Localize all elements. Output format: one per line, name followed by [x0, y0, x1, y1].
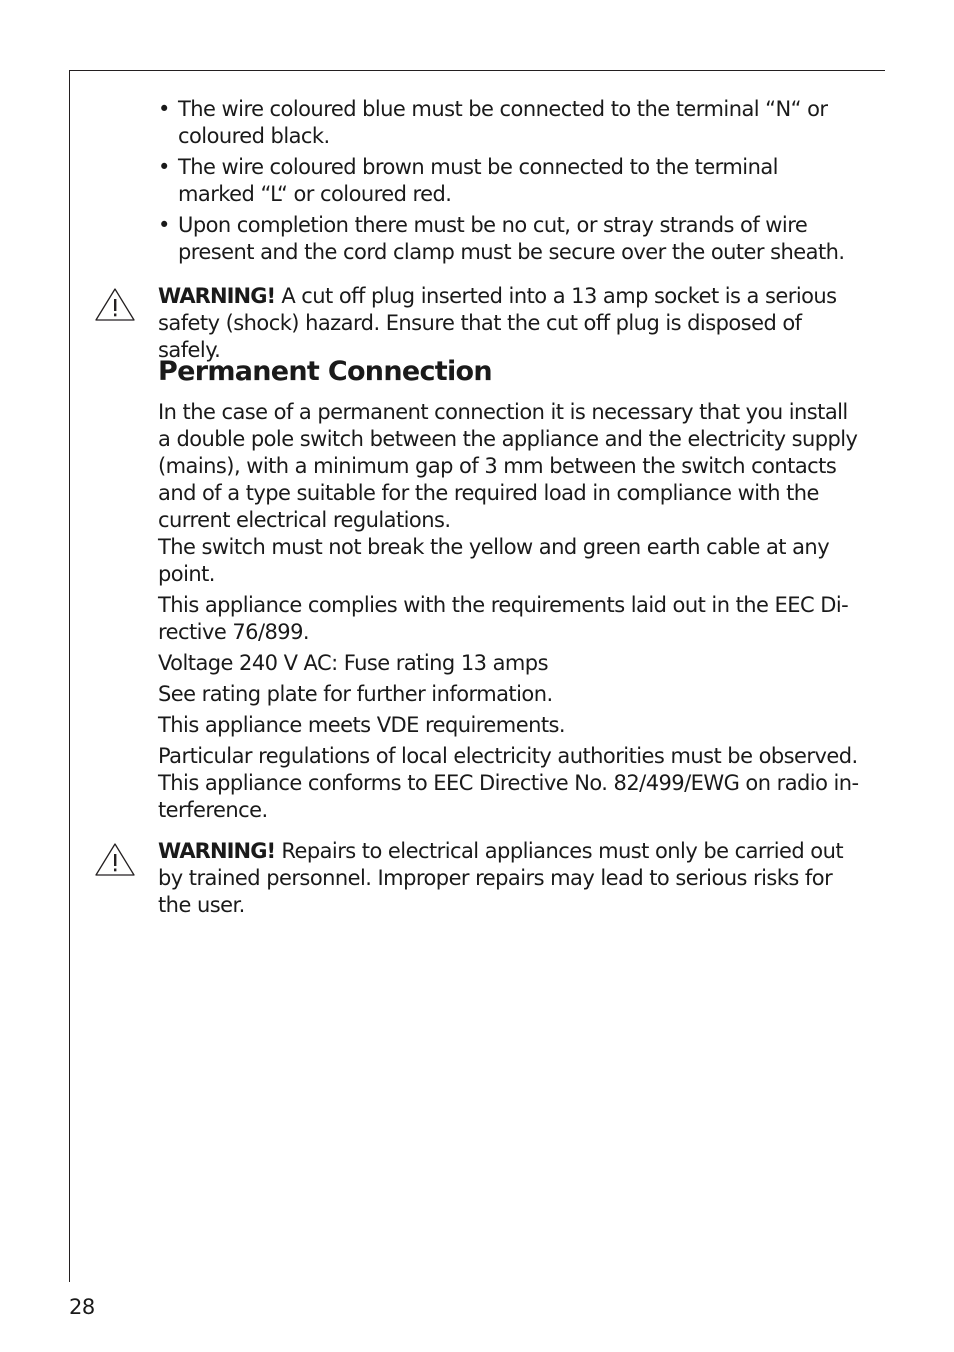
paragraph: This appliance complies with the requirements laid out in the EEC Directive 76/899.	[158, 593, 849, 644]
top-rule	[69, 70, 885, 71]
left-rule	[69, 70, 70, 1282]
bullet-text: Upon completion there must be no cut, or stray strands of wire present and the cord clamp must be secure over the outer sheath.	[178, 213, 845, 264]
warning-text: A cut off plug inserted into a 13 amp socket is a serious safety (shock) hazard. Ensure that the cut off plug is disposed of safely.	[158, 284, 837, 362]
warning-label: WARNING!	[158, 839, 276, 863]
bullet-marker: •	[158, 155, 170, 179]
bullet-marker: •	[158, 97, 170, 121]
paragraph: In the case of a permanent connection it is necessary that you install a double pole switch between the appliance and the electricity supply (mains), with a minimum gap of 3 mm between the switch contacts and of a type suitable for the required load in compliance with the current electrical regulations.	[158, 400, 858, 532]
section-body	[158, 399, 863, 824]
warning-triangle-icon	[94, 842, 136, 878]
warning-notice	[158, 283, 863, 364]
paragraph: See rating plate for further information.	[158, 682, 553, 706]
list-item	[158, 154, 858, 208]
paragraph: This appliance conforms to EEC Directive No. 82/499/EWG on radio interference.	[158, 771, 860, 822]
bullet-marker: •	[158, 213, 170, 237]
bullet-text: The wire coloured brown must be connected to the terminal marked “L“ or coloured red.	[178, 155, 778, 206]
warning-notice	[158, 838, 863, 919]
bullet-text: The wire coloured blue must be connected to the terminal “N“ or coloured black.	[178, 97, 828, 148]
warning-text: Repairs to electrical appliances must only be carried out by trained personnel. Improper repairs may lead to serious risks for the user.	[158, 839, 844, 917]
warning-label: WARNING!	[158, 284, 276, 308]
paragraph: Particular regulations of local electricity authorities must be observed.	[158, 744, 858, 768]
paragraph: This appliance meets VDE requirements.	[158, 713, 566, 737]
bullet-list	[158, 96, 858, 270]
section-heading: Permanent Connection	[158, 356, 492, 387]
page-number: 28	[69, 1295, 95, 1319]
list-item	[158, 212, 858, 266]
list-item	[158, 96, 858, 150]
paragraph: The switch must not break the yellow and green earth cable at any point.	[158, 535, 830, 586]
warning-triangle-icon	[94, 287, 136, 323]
paragraph: Voltage 240 V AC: Fuse rating 13 amps	[158, 651, 548, 675]
